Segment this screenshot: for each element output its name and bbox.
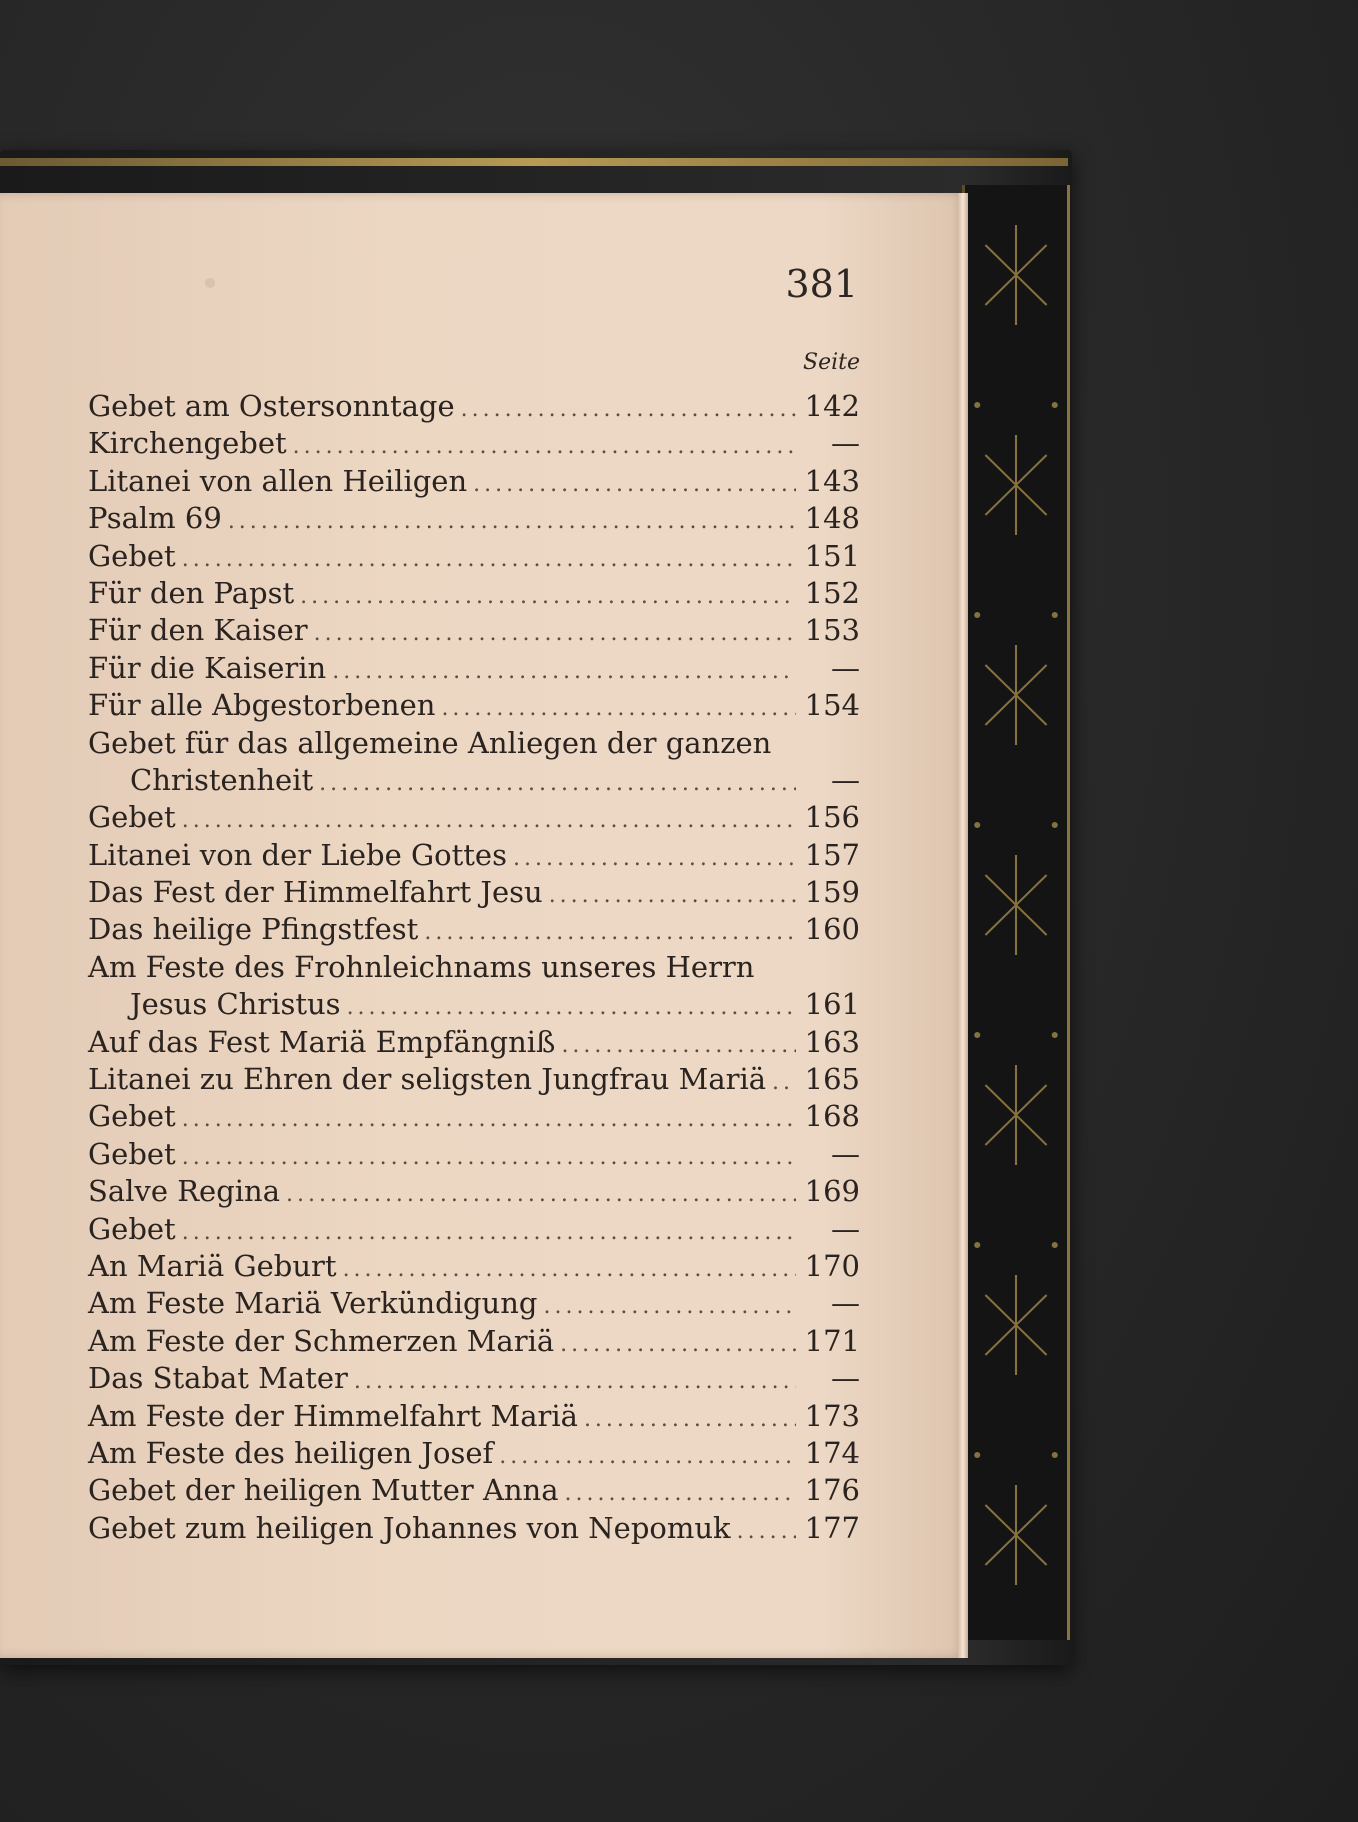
toc-entry-page: — <box>831 1286 860 1321</box>
toc-entry <box>88 949 860 986</box>
toc-entry-title: An Mariä Geburt <box>88 1248 337 1283</box>
leader-dots <box>499 1438 796 1475</box>
leader-dots <box>347 989 796 1026</box>
toc-entry-title: Am Feste Mariä Verkündigung <box>88 1286 538 1321</box>
toc-entry <box>88 388 860 425</box>
toc-entry-page: 174 <box>804 1435 860 1470</box>
leader-dots <box>228 503 796 540</box>
toc-entry <box>88 1323 860 1360</box>
leader-dots <box>354 1363 796 1400</box>
toc-entry <box>88 650 860 687</box>
leader-dots <box>560 1326 796 1363</box>
toc-entry-page: 151 <box>804 538 860 573</box>
leader-dots <box>549 877 796 914</box>
toc-entry <box>88 1024 860 1061</box>
toc-entry-title: Gebet <box>88 538 176 573</box>
leader-dots <box>182 1101 796 1138</box>
toc-entry-page: 153 <box>804 613 860 648</box>
leader-dots <box>561 1027 796 1064</box>
toc-entry-page: — <box>831 1136 860 1171</box>
toc-entry-title: Das heilige Pfingstfest <box>88 912 419 947</box>
toc-entry <box>88 1398 860 1435</box>
binding-ornament-pattern <box>965 185 1067 1640</box>
toc-entry-title: Gebet <box>88 800 176 835</box>
toc-entry <box>88 1248 860 1285</box>
toc-entry <box>88 500 860 537</box>
leader-dots <box>343 1251 796 1288</box>
toc-entry-title: Gebet <box>88 1211 176 1246</box>
leader-dots <box>473 466 796 503</box>
toc-entry <box>88 1211 860 1248</box>
toc-entry <box>88 612 860 649</box>
toc-entry-page: — <box>831 1211 860 1246</box>
toc-entry <box>88 799 860 836</box>
leader-dots <box>737 1513 796 1550</box>
leader-dots <box>565 1475 796 1512</box>
toc-entry-page: 168 <box>804 1099 860 1134</box>
toc-entry <box>88 425 860 462</box>
leader-dots <box>332 653 796 690</box>
toc-entry <box>88 687 860 724</box>
leader-dots <box>314 615 796 652</box>
toc-entry-page: 170 <box>804 1248 860 1283</box>
leader-dots <box>513 840 796 877</box>
toc-entry-page: 160 <box>804 912 860 947</box>
leader-dots <box>461 391 796 428</box>
toc-entry-page: — <box>831 1361 860 1396</box>
toc-entry <box>88 1360 860 1397</box>
toc-entry-title: Am Feste des Frohnleichnams unseres Herrn <box>88 949 755 984</box>
toc-entry-page: — <box>831 650 860 685</box>
toc-entry <box>88 1435 860 1472</box>
toc-entry-page: 148 <box>804 501 860 536</box>
toc-entry-page: 159 <box>804 875 860 910</box>
toc-entry-page: — <box>831 426 860 461</box>
toc-entry <box>88 1472 860 1509</box>
toc-entry-page: — <box>831 762 860 797</box>
toc-entry-title: Christenheit <box>130 762 314 797</box>
leader-dots <box>182 1214 796 1251</box>
leader-dots <box>772 1064 796 1101</box>
cover-gilt-border <box>0 158 1068 166</box>
toc-entry <box>88 874 860 911</box>
toc-entry-page: 143 <box>804 463 860 498</box>
toc-entry-title: Das Fest der Himmelfahrt Jesu <box>88 875 543 910</box>
toc-entry-page: 163 <box>804 1024 860 1059</box>
toc-entry-page: 173 <box>804 1398 860 1433</box>
toc-entry <box>88 725 860 762</box>
leader-dots <box>182 541 796 578</box>
toc-entry-title: Gebet zum heiligen Johannes von Nepomuk <box>88 1510 731 1545</box>
table-of-contents <box>88 388 860 1547</box>
toc-entry-title: Am Feste des heiligen Josef <box>88 1435 494 1470</box>
toc-entry <box>88 1098 860 1135</box>
toc-entry-title: Für den Kaiser <box>88 613 308 648</box>
leader-dots <box>182 1139 796 1176</box>
leader-dots <box>182 802 796 839</box>
page-edge <box>958 193 968 1658</box>
toc-entry <box>88 1061 860 1098</box>
leader-dots <box>293 428 796 465</box>
toc-entry-page: 152 <box>804 575 860 610</box>
page-spot <box>205 278 215 288</box>
toc-entry <box>88 1173 860 1210</box>
toc-entry-title: Litanei von der Liebe Gottes <box>88 837 507 872</box>
toc-entry <box>88 762 860 799</box>
toc-entry-page: 176 <box>804 1473 860 1508</box>
toc-entry-title: Gebet der heiligen Mutter Anna <box>88 1473 559 1508</box>
page-number: 381 <box>785 262 858 306</box>
leader-dots <box>424 914 796 951</box>
toc-entry-page: 142 <box>804 389 860 423</box>
toc-entry-title: Gebet <box>88 1099 176 1134</box>
leader-dots <box>300 578 796 615</box>
page-column-label: Seite <box>803 350 860 375</box>
leader-dots <box>543 1288 796 1325</box>
toc-entry-title: Jesus Christus <box>130 987 341 1022</box>
toc-entry-page: 177 <box>804 1510 860 1545</box>
toc-entry-title: Gebet am Ostersonntage <box>88 389 455 423</box>
toc-entry-page: 161 <box>804 987 860 1022</box>
toc-entry <box>88 911 860 948</box>
toc-entry-title: Für die Kaiserin <box>88 650 327 685</box>
toc-entry <box>88 1136 860 1173</box>
toc-entry-title: Litanei von allen Heiligen <box>88 463 468 498</box>
leader-dots <box>286 1176 796 1213</box>
toc-entry <box>88 986 860 1023</box>
leader-dots <box>441 690 796 727</box>
toc-entry <box>88 837 860 874</box>
leader-dots <box>584 1401 796 1438</box>
toc-entry <box>88 538 860 575</box>
toc-entry-page: 165 <box>804 1062 860 1097</box>
toc-entry-title: Kirchengebet <box>88 426 287 461</box>
toc-entry-title: Salve Regina <box>88 1174 280 1209</box>
toc-entry-title: Gebet für das allgemeine Anliegen der ganzen <box>88 725 772 760</box>
toc-entry <box>88 463 860 500</box>
toc-entry-page: 157 <box>804 837 860 872</box>
toc-entry-title: Litanei zu Ehren der seligsten Jungfrau Mariä <box>88 1062 767 1097</box>
toc-entry-title: Am Feste der Schmerzen Mariä <box>88 1323 555 1358</box>
toc-entry <box>88 575 860 612</box>
leader-dots <box>319 765 796 802</box>
toc-entry-page: 154 <box>804 688 860 723</box>
toc-entry-page: 169 <box>804 1174 860 1209</box>
toc-entry-page: 156 <box>804 800 860 835</box>
toc-entry-title: Für alle Abgestorbenen <box>88 688 436 723</box>
toc-entry-title: Auf das Fest Mariä Empfängniß <box>88 1024 556 1059</box>
toc-entry-page: 171 <box>804 1323 860 1358</box>
toc-entry-title: Das Stabat Mater <box>88 1361 348 1396</box>
toc-entry-title: Am Feste der Himmelfahrt Mariä <box>88 1398 578 1433</box>
toc-entry-title: Für den Papst <box>88 575 295 610</box>
ornamental-binding-edge <box>962 185 1070 1640</box>
toc-entry <box>88 1510 860 1547</box>
toc-entry <box>88 1285 860 1322</box>
toc-entry-title: Psalm 69 <box>88 501 222 536</box>
toc-entry-title: Gebet <box>88 1136 176 1171</box>
